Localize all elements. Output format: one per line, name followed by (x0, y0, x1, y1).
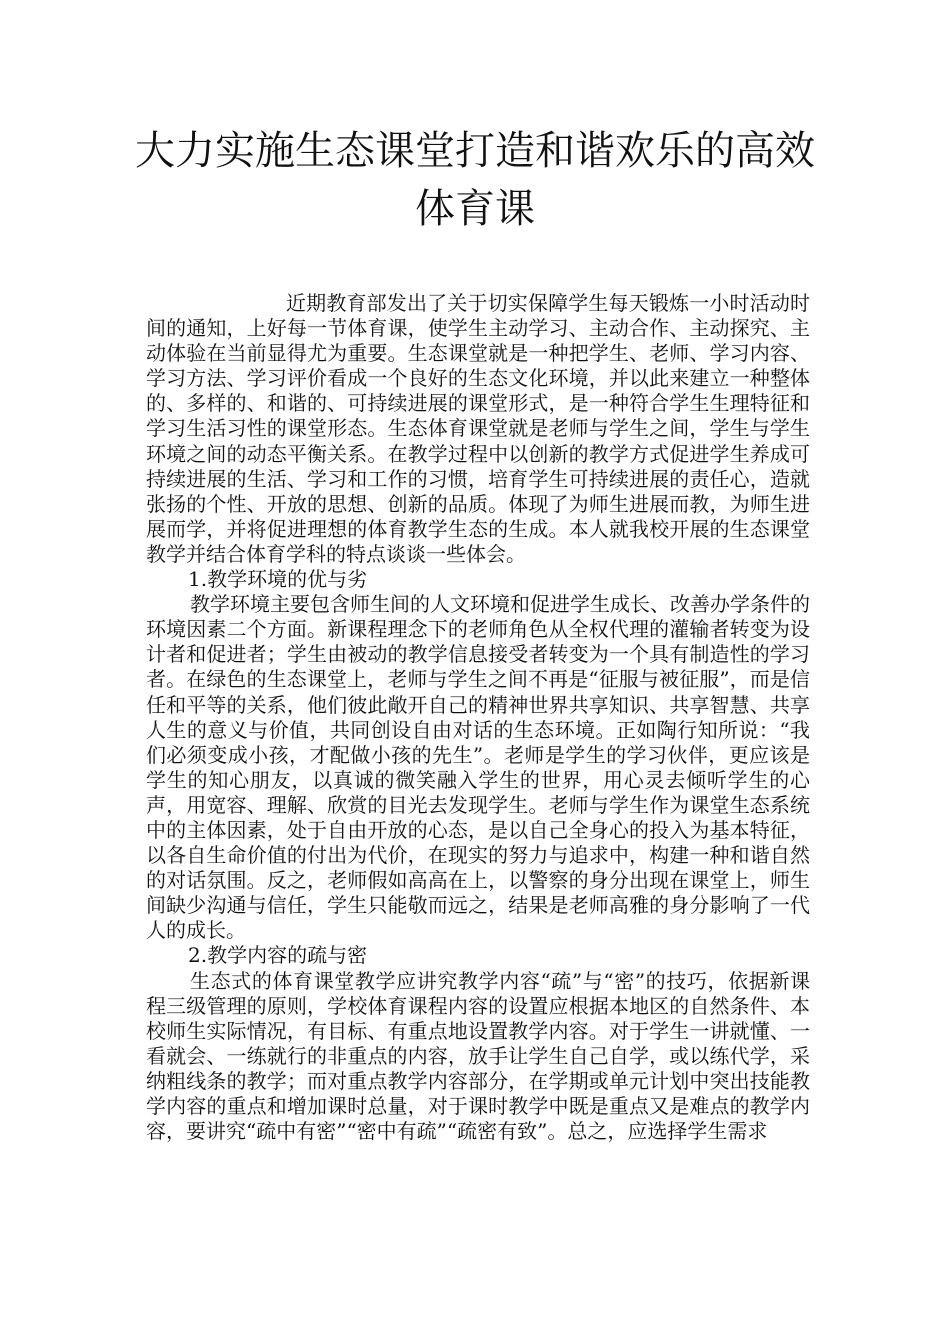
document-title (100, 122, 850, 238)
section-heading-2: 2.教学内容的疏与密 (188, 943, 368, 968)
intro-paragraph: 近期教育部发出了关于切实保障学生每天锻炼一小时活动时间的通知，上好每一节体育课，使学生主动学习、主动合作、主动探究、主动体验在当前显得尤为重要。生态课堂就是一种把学生、老师、学习内容、学习方法、学习评价看成一个良好的生态文化环境，并以此来建立一种整体的、多样的、和谐的、可持续进展的课堂形式，是一种符合学生生理特征和学习生活习性的课堂形态。生态体育课堂就是老师与学生之间，学生与学生环境之间的动态平衡关系。在教学过程中以创新的教学方式促进学生养成可持续进展的生活、学习和工作的习惯，培育学生可持续进展的责任心，造就张扬的个性、开放的思想、创新的品质。体现了为师生进展而教，为师生进展而学，并将促进理想的体育教学生态的生成。本人就我校开展的生态课堂教学并结合体育学科的特点谈谈一些体会。 (146, 291, 810, 566)
document-title-line-1: 大力实施生态课堂打造和谐欢乐的高效 (135, 128, 815, 174)
section-paragraph-1: 教学环境主要包含师生间的人文环境和促进学生成长、改善办学条件的环境因素二个方面。新课程理念下的老师角色从全权代理的灌输者转变为设计者和促进者；学生由被动的教学信息接受者转变为一个具有制造性的学习者。在绿色的生态课堂上，老师与学生之间不再是“征服与被征服”，而是信任和平等的关系，他们彼此敞开自己的精神世界共享知识、共享智慧、共享人生的意义与价值，共同创设自由对话的生态环境。正如陶行知所说：“我们必须变成小孩，才配做小孩的先生”。老师是学生的学习伙伴，更应该是学生的知心朋友，以真诚的微笑融入学生的世界，用心灵去倾听学生的心声，用宽容、理解、欣赏的目光去发现学生。老师与学生作为课堂生态系统中的主体因素，处于自由开放的心态，是以自己全身心的投入为基本特征，以各自生命价值的付出为代价，在现实的努力与追求中，构建一种和谐自然的对话氛围。反之，老师假如高高在上，以警察的身分出现在课堂上，师生间缺少沟通与信任，学生只能敬而远之，结果是老师高雅的身分影响了一代人的成长。 (146, 592, 810, 943)
section-paragraph-2: 生态式的体育课堂教学应讲究教学内容“疏”与“密”的技巧，依据新课程三级管理的原则，学校体育课程内容的设置应根据本地区的自然条件、本校师生实际情况，有目标、有重点地设置教学内容。对于学生一讲就懂、一看就会、一练就行的非重点的内容，放手让学生自己自学，或以练代学，采纳粗线条的教学；而对重点教学内容部分，在学期或单元计划中突出技能教学内容的重点和增加课时总量，对于课时教学中既是重点又是难点的教学内容，要讲究“疏中有密”“密中有疏”“疏密有致”。总之，应选择学生需求 (146, 968, 810, 1144)
document-title-line-2: 体育课 (415, 186, 535, 232)
section-heading-1: 1.教学环境的优与劣 (188, 567, 368, 592)
document-body (146, 291, 810, 1144)
